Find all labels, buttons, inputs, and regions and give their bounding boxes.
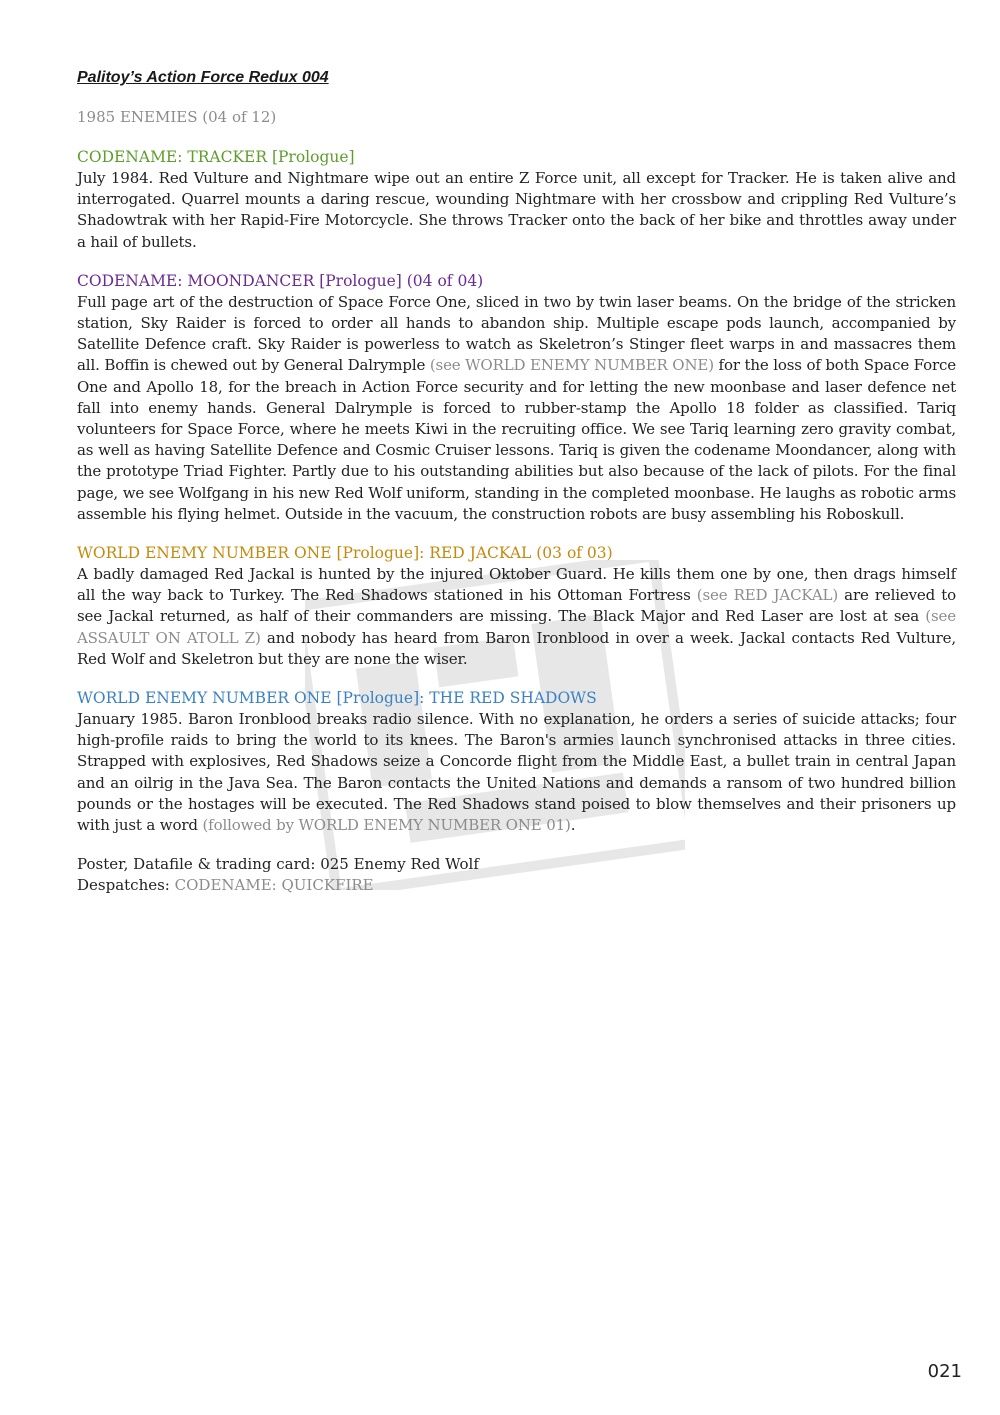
despatches-value: CODENAME: QUICKFIRE bbox=[174, 876, 374, 895]
section-body bbox=[77, 709, 956, 836]
section-body bbox=[77, 564, 956, 670]
body-text-segment: for the loss of both Space Force One and Apollo 18, for the breach in Action Force security and for letting the new moonbase and laser defence net fall into enemy hands. General Dalrymple is forced to rubber-stamp the Apollo 18 folder as classified. Tariq volunteers for Space Force, where he meets Kiwi in the recruiting office. We see Tariq learning zero gravity combat, as well as having Satellite Defence and Cosmic Cruiser lessons. Tariq is given the codename Moondancer, along with the prototype Triad Fighter. Partly due to his outstanding abilities but also because of the lack of pilots. For the final page, we see Wolfgang in his new Red Wolf uniform, standing in the completed moonbase. He laughs as robotic arms assemble his flying helmet. Outside in the vacuum, the construction robots are busy assembling his Roboskull. bbox=[77, 356, 956, 523]
body-text-segment: and nobody has heard from Baron Ironblood in over a week. Jackal contacts Red Vulture, Red Wolf and Skeletron but they are none the wiser. bbox=[77, 628, 956, 668]
despatches-line bbox=[77, 875, 956, 896]
section-heading: WORLD ENEMY NUMBER ONE [Prologue]: RED JACKAL (03 of 03) bbox=[77, 544, 613, 563]
footer-notes bbox=[77, 854, 956, 896]
body-text-segment: are relieved to see Jackal returned, as half of their commanders are missing. The Black Major and Red Laser are lost at sea bbox=[77, 586, 956, 626]
section-red-shadows bbox=[77, 688, 956, 836]
document-title: Palitoy’s Action Force Redux 004 bbox=[77, 69, 329, 86]
body-text-segment: A badly damaged Red Jackal is hunted by the injured Oktober Guard. He kills them one by one, then drags himself all the way back to Turkey. The Red Shadows stationed in his Ottoman Fortress bbox=[77, 565, 956, 605]
section-heading: WORLD ENEMY NUMBER ONE [Prologue]: THE RED SHADOWS bbox=[77, 689, 597, 708]
section-tracker bbox=[77, 147, 956, 253]
cross-reference: (followed by WORLD ENEMY NUMBER ONE 01) bbox=[202, 816, 571, 835]
poster-line: Poster, Datafile & trading card: 025 Enemy Red Wolf bbox=[77, 855, 479, 874]
document-page bbox=[77, 66, 956, 896]
cross-reference: (see WORLD ENEMY NUMBER ONE) bbox=[429, 356, 714, 375]
body-text-segment: July 1984. Red Vulture and Nightmare wipe out an entire Z Force unit, all except for Tracker. He is taken alive and interrogated. Quarrel mounts a daring rescue, wounding Nightmare with her crossbow and crippling Red Vulture’s Shadowtrak with her Rapid-Fire Motorcycle. She throws Tracker onto the back of her bike and throttles away under a hail of bullets. bbox=[77, 169, 956, 251]
section-moondancer bbox=[77, 271, 956, 525]
section-heading: CODENAME: TRACKER [Prologue] bbox=[77, 148, 355, 166]
body-text-segment: January 1985. Baron Ironblood breaks radio silence. With no explanation, he orders a series of suicide attacks; four high-profile raids to bring the world to its knees. The Baron's armies launch synchronised attacks in three cities. Strapped with explosives, Red Shadows seize a Concorde flight from the Middle East, a bullet train in central Japan and an oilrig in the Java Sea. The Baron contacts the United Nations and demands a ransom of two hundred billion pounds or the hostages will be executed. The Red Shadows stand poised to blow themselves and their prisoners up with just a word bbox=[77, 710, 956, 835]
cross-reference: (see ASSAULT ON ATOLL Z) bbox=[77, 607, 956, 647]
body-text-segment: Full page art of the destruction of Space Force One, sliced in two by twin laser beams. On the bridge of the stricken station, Sky Raider is forced to order all hands to abandon ship. Multiple escape pods launch, accompanied by Satellite Defence craft. Sky Raider is powerless to watch as Skeletron’s Stinger fleet warps in and massacres them all. Boffin is chewed out by General Dalrymple bbox=[77, 292, 956, 375]
section-heading: CODENAME: MOONDANCER [Prologue] (04 of 04) bbox=[77, 271, 484, 290]
section-body bbox=[77, 292, 956, 525]
despatches-label: Despatches: bbox=[77, 876, 170, 895]
body-text-segment: . bbox=[570, 816, 576, 835]
section-red-jackal bbox=[77, 543, 956, 670]
page-number: 021 bbox=[927, 1361, 962, 1382]
series-label: 1985 ENEMIES (04 of 12) bbox=[77, 108, 277, 126]
section-body bbox=[77, 168, 956, 253]
cross-reference: (see RED JACKAL) bbox=[696, 586, 839, 605]
